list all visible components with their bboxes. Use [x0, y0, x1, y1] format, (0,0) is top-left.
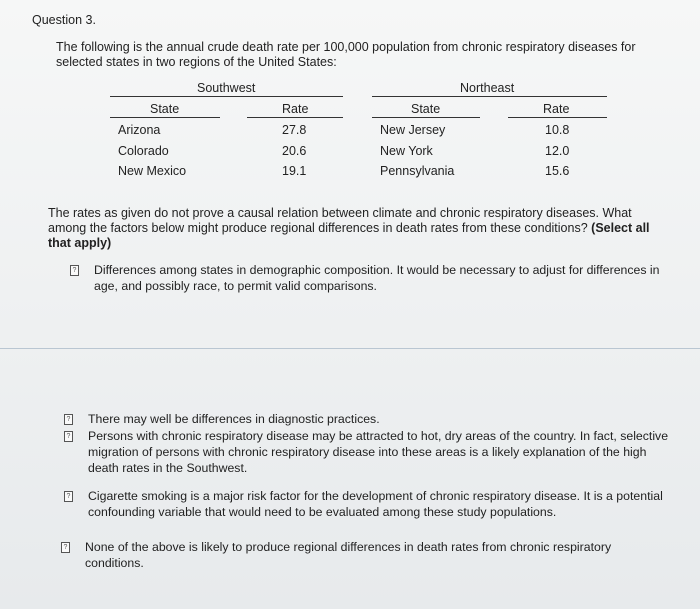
question-intro: The following is the annual crude death rate per 100,000 population from chronic respiratory diseases for selected states in two regions of the United States: — [56, 40, 636, 69]
option-text: There may well be differences in diagnostic practices. — [88, 412, 380, 426]
question-prompt — [48, 206, 658, 251]
option-checkbox[interactable]: ? — [64, 491, 73, 502]
northeast-header-state: State — [411, 102, 441, 116]
northeast-state-cell: New Jersey — [380, 123, 446, 137]
southwest-header-rate: Rate — [282, 102, 309, 116]
southwest-state-cell: New Mexico — [118, 164, 187, 178]
prompt-select-all: (Select all that apply) — [48, 221, 650, 250]
southwest-rate-cell: 27.8 — [282, 123, 307, 137]
southwest-state-cell: Colorado — [118, 144, 169, 158]
southwest-top-rule — [110, 96, 343, 97]
option-text: Differences among states in demographic composition. It would be necessary to adjust for differences in age, and possibly race, to permit valid comparisons. — [94, 263, 660, 293]
southwest-rate-cell: 19.1 — [282, 164, 307, 178]
northeast-rate-cell: 10.8 — [545, 123, 570, 137]
southwest-region-label: Southwest — [197, 81, 256, 95]
option-text: None of the above is likely to produce regional differences in death rates from chronic respiratory conditions. — [85, 540, 612, 570]
northeast-state-cell: Pennsylvania — [380, 164, 455, 178]
option-checkbox[interactable]: ? — [61, 542, 70, 553]
option-checkbox[interactable]: ? — [70, 265, 79, 276]
northeast-top-rule — [372, 96, 607, 97]
option-checkbox[interactable]: ? — [64, 414, 73, 425]
northeast-header-rate: Rate — [543, 102, 570, 116]
option-checkbox[interactable]: ? — [64, 431, 73, 442]
prompt-text: The rates as given do not prove a causal relation between climate and chronic respiratory diseases. What among the factors below might produce regional differences in death rates from these conditions? — [48, 206, 632, 235]
southwest-state-cell: Arizona — [118, 123, 161, 137]
southwest-rate-rule — [247, 117, 343, 118]
northeast-state-cell: New York — [380, 144, 433, 158]
northeast-rate-cell: 15.6 — [545, 164, 570, 178]
northeast-rate-rule — [508, 117, 607, 118]
southwest-header-state: State — [150, 102, 180, 116]
section-divider — [0, 348, 700, 349]
northeast-region-label: Northeast — [460, 81, 515, 95]
northeast-rate-cell: 12.0 — [545, 144, 570, 158]
option-text: Cigarette smoking is a major risk factor for the development of chronic respiratory disease. It is a potential confounding variable that would need to be evaluated among these study populations. — [88, 489, 663, 519]
northeast-state-rule — [372, 117, 480, 118]
question-title: Question 3. — [32, 13, 96, 27]
southwest-rate-cell: 20.6 — [282, 144, 307, 158]
option-text: Persons with chronic respiratory disease may be attracted to hot, dry areas of the country. In fact, selective migration of persons with chronic respiratory disease into these areas is a likely explanation of the high death rates in the Southwest. — [88, 429, 669, 475]
southwest-state-rule — [110, 117, 220, 118]
